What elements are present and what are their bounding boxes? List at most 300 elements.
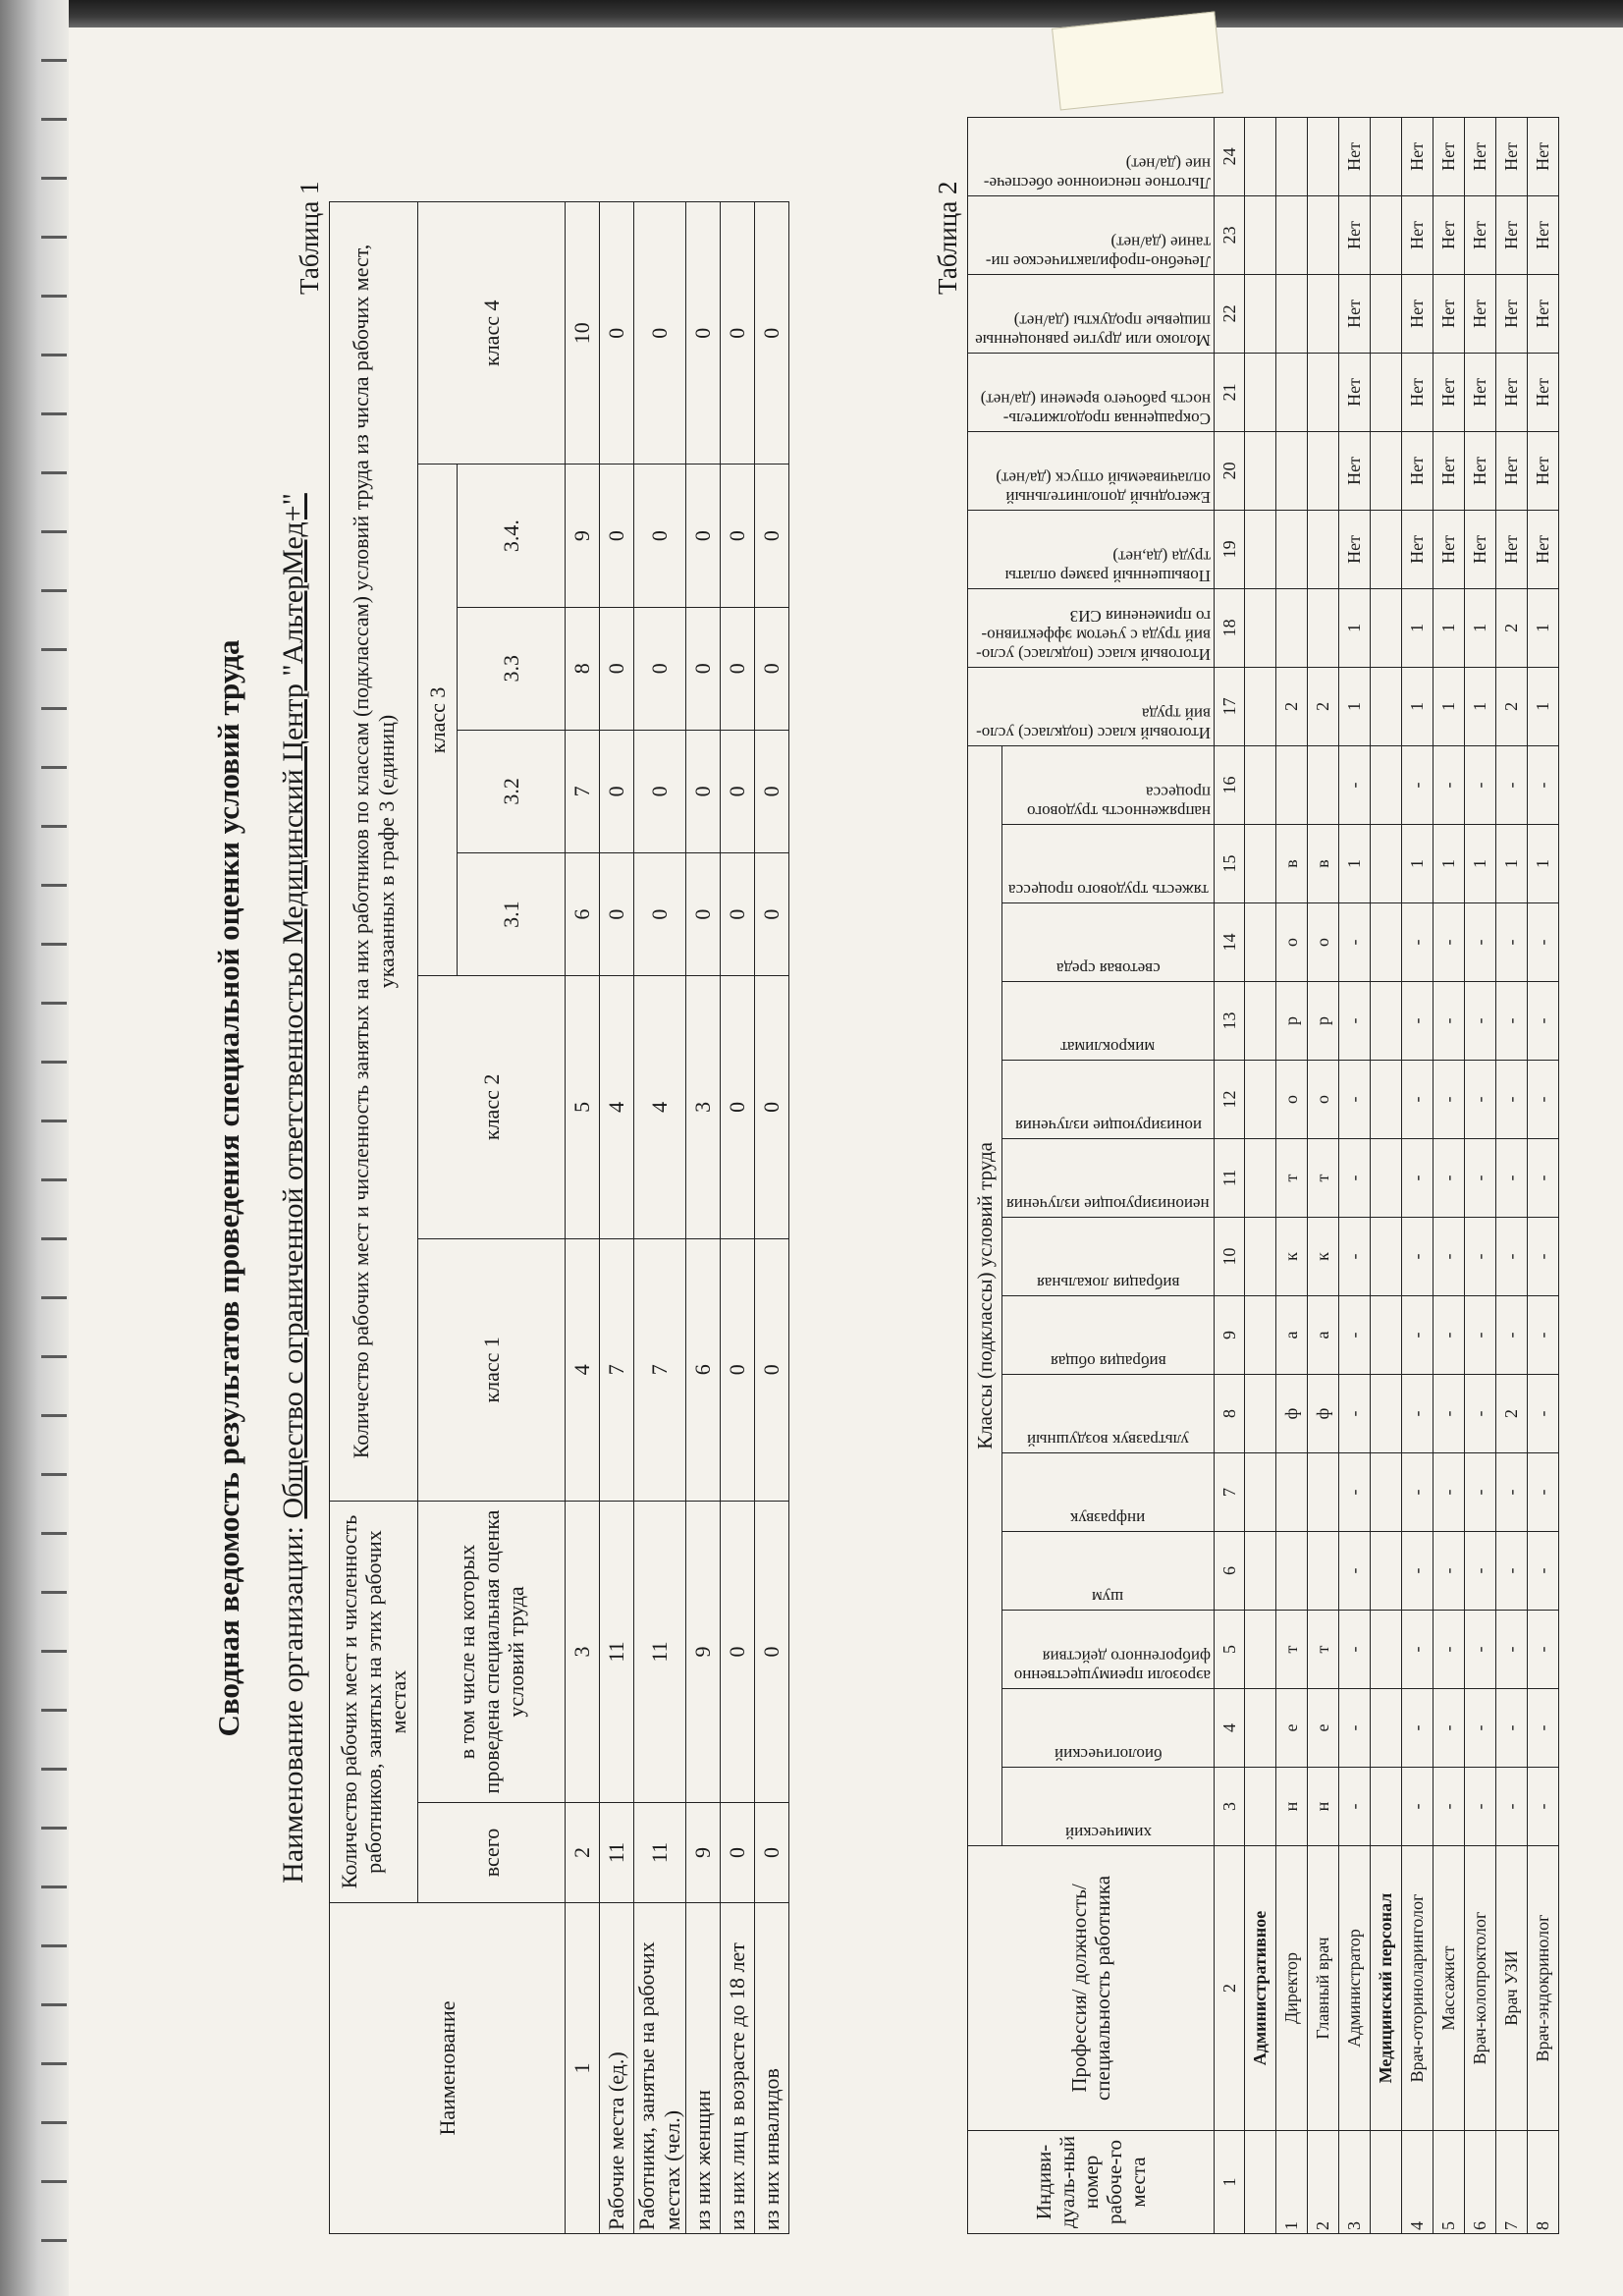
- t1-cell: 0: [600, 202, 634, 465]
- t2-col-num: 5: [1215, 1611, 1245, 1689]
- t2-cell: -: [1496, 1453, 1528, 1532]
- t1-h-class1: класс 1: [418, 1238, 566, 1501]
- t2-col-number-row: [1215, 117, 1245, 2233]
- t2-cell: [1371, 117, 1402, 195]
- t2-cell: -: [1465, 1532, 1496, 1611]
- t2-cell: Нет: [1434, 274, 1465, 353]
- t2-col-num: 7: [1215, 1453, 1245, 1532]
- t2-row: [1402, 117, 1434, 2233]
- t2-row: [1308, 117, 1339, 2233]
- t2-row-id: 6: [1465, 2131, 1496, 2234]
- t2-cell: 1: [1434, 825, 1465, 903]
- t2-cell: Нет: [1496, 117, 1528, 195]
- binding-ring: [41, 1120, 67, 1122]
- org-name: Общество с ограниченной ответственностью Медицинский Центр "АльтерМед+": [277, 493, 309, 1519]
- t1-row: [755, 202, 789, 2234]
- t1-cell: 0: [600, 730, 634, 852]
- t2-cell: [1245, 1453, 1276, 1532]
- binding-ring: [41, 354, 67, 356]
- t2-cell: -: [1496, 1218, 1528, 1296]
- t2-cell: [1371, 1218, 1402, 1296]
- t1-cell: 0: [634, 465, 686, 607]
- t2-cell: 2: [1496, 1375, 1528, 1453]
- t2-cell: -: [1339, 1611, 1371, 1689]
- t1-col-num: 1: [566, 1903, 600, 2234]
- binding-ring: [41, 177, 67, 180]
- t2-cell: [1308, 353, 1339, 431]
- t2-row-id: 4: [1402, 2131, 1434, 2234]
- t2-h-extra: Итоговый класс (подкласс) усло-вий труда: [968, 667, 1215, 745]
- t1-cell: 0: [755, 1238, 789, 1501]
- t2-cell: 1: [1528, 588, 1559, 667]
- t1-h-class4: класс 4: [418, 202, 566, 465]
- t2-cell: -: [1528, 745, 1559, 824]
- binding-ring: [41, 1296, 67, 1299]
- t2-cell: Нет: [1465, 274, 1496, 353]
- t2-cell: Нет: [1402, 274, 1434, 353]
- t2-cell: [1245, 353, 1276, 431]
- t2-cell: -: [1528, 982, 1559, 1061]
- t2-cell: -: [1465, 903, 1496, 982]
- t2-col-num: 1: [1215, 2131, 1245, 2234]
- t1-col-num: 9: [566, 465, 600, 607]
- t2-cell: [1308, 195, 1339, 274]
- t2-cell: [1245, 588, 1276, 667]
- t2-row-name: Главный врач: [1308, 1846, 1339, 2131]
- t1-cell: 4: [600, 976, 634, 1238]
- t2-cell: [1371, 745, 1402, 824]
- table1-label: Таблица 1: [295, 181, 324, 295]
- t1-body: [600, 202, 789, 2234]
- t1-cell: 0: [721, 202, 755, 465]
- binding-ring: [41, 766, 67, 769]
- t2-h-factor: аэрозоли преимущественно фиброгенного действия: [1002, 1611, 1215, 1689]
- t2-row-id: 8: [1528, 2131, 1559, 2234]
- scan-edge: [0, 0, 1623, 27]
- t2-cell: [1245, 982, 1276, 1061]
- t1-cell: 0: [686, 607, 721, 730]
- t1-cell: 0: [721, 1502, 755, 1803]
- t1-row-label: из них женщин: [686, 1903, 721, 2234]
- t1-cell: 0: [755, 1502, 789, 1803]
- t2-cell: -: [1496, 1061, 1528, 1139]
- t1-cell: 0: [721, 1803, 755, 1903]
- t2-cell: -: [1528, 1061, 1559, 1139]
- t2-cell: -: [1465, 1061, 1496, 1139]
- t1-cell: 0: [600, 465, 634, 607]
- binding-ring: [41, 943, 67, 946]
- t1-row: [634, 202, 686, 2234]
- binding-ring: [41, 471, 67, 474]
- t1-col-num: 8: [566, 607, 600, 730]
- t2-h-classes: Классы (подклассы) условий труда: [968, 745, 1002, 1845]
- t2-col-num: 13: [1215, 982, 1245, 1061]
- t2-cell: 1: [1465, 825, 1496, 903]
- t2-cell: -: [1465, 745, 1496, 824]
- t2-cell: [1276, 1532, 1308, 1611]
- t2-cell: Нет: [1402, 117, 1434, 195]
- t2-h-extra: Итоговый класс (подкласс) усло-вий труда с учетом эффективно-го применения СИЗ: [968, 588, 1215, 667]
- t2-col-num: 3: [1215, 1768, 1245, 1846]
- t2-cell: -: [1339, 1768, 1371, 1846]
- t1-cell: 0: [686, 465, 721, 607]
- t2-cell: -: [1528, 1453, 1559, 1532]
- t2-cell: 1: [1434, 588, 1465, 667]
- binding-ring: [41, 1591, 67, 1594]
- t1-cell: 0: [755, 852, 789, 975]
- t2-cell: -: [1434, 903, 1465, 982]
- binding-ring: [41, 1355, 67, 1358]
- org-prefix: Наименование организации:: [277, 1518, 309, 1884]
- t1-cell: 4: [634, 976, 686, 1238]
- t2-col-num: 9: [1215, 1296, 1245, 1375]
- binding-ring: [41, 118, 67, 121]
- t2-row-name: Врач-оториноларинголог: [1402, 1846, 1434, 2131]
- t2-cell: -: [1496, 1611, 1528, 1689]
- t1-cell: 0: [721, 607, 755, 730]
- t2-h-extra: Сокращенная продолжитель-ность рабочего времени (да/нет): [968, 353, 1215, 431]
- t2-cell: Нет: [1496, 510, 1528, 588]
- t2-cell: -: [1434, 1453, 1465, 1532]
- t2-cell: -: [1528, 1218, 1559, 1296]
- t2-h-factor: ультразвук воздушный: [1002, 1375, 1215, 1453]
- t2-cell: Нет: [1402, 510, 1434, 588]
- t2-cell: Нет: [1339, 353, 1371, 431]
- t2-h-factor: световая среда: [1002, 903, 1215, 982]
- t1-cell: 0: [755, 465, 789, 607]
- t2-cell: -: [1339, 1689, 1371, 1768]
- t2-h-factor: вибрация общая: [1002, 1296, 1215, 1375]
- binding-ring: [41, 1473, 67, 1476]
- binding-ring: [41, 530, 67, 533]
- t2-cell: [1371, 667, 1402, 745]
- t1-col-num: 5: [566, 976, 600, 1238]
- t2-h-extra: Повышенный размер оплаты труда (да,нет): [968, 510, 1215, 588]
- t2-cell: [1245, 431, 1276, 510]
- t2-fakt-letter: ф: [1308, 1375, 1339, 1453]
- t2-cell: [1371, 431, 1402, 510]
- t2-fakt-letter: к: [1308, 1218, 1339, 1296]
- t2-group-label: Административное: [1245, 1846, 1276, 2131]
- t1-cell: 7: [600, 1238, 634, 1501]
- t2-cell: Нет: [1528, 510, 1559, 588]
- t2-col-num: 14: [1215, 903, 1245, 982]
- t2-cell: Нет: [1465, 353, 1496, 431]
- t2-row-name: Врач УЗИ: [1496, 1846, 1528, 2131]
- t2-row-id: 5: [1434, 2131, 1465, 2234]
- t2-cell: -: [1465, 1218, 1496, 1296]
- t1-cell: 0: [721, 465, 755, 607]
- t2-cell: 2: [1496, 588, 1528, 667]
- t2-row: [1496, 117, 1528, 2233]
- t2-row: [1339, 117, 1371, 2233]
- t2-group-row: [1245, 117, 1276, 2233]
- t2-cell: -: [1528, 1139, 1559, 1218]
- binding-ring: [41, 2121, 67, 2124]
- t2-cell: [1371, 588, 1402, 667]
- t2-cell: -: [1465, 1611, 1496, 1689]
- t2-cell: [1276, 1453, 1308, 1532]
- t2-cell: -: [1434, 1768, 1465, 1846]
- t2-col-num: 22: [1215, 274, 1245, 353]
- t2-col-num: 8: [1215, 1375, 1245, 1453]
- t2-fakt-letter: в: [1308, 825, 1339, 903]
- binding-ring: [41, 884, 67, 887]
- t2-cell: [1245, 117, 1276, 195]
- t1-h-total: всего: [418, 1803, 566, 1903]
- t2-cell: -: [1465, 982, 1496, 1061]
- t2-cell: Нет: [1528, 274, 1559, 353]
- t2-h-extra: Ежегодный дополнительный оплачиваемый отпуск (да/нет): [968, 431, 1215, 510]
- t2-cell: [1371, 510, 1402, 588]
- t2-cell: [1276, 274, 1308, 353]
- t1-col-num: 4: [566, 1238, 600, 1501]
- t2-row: [1276, 117, 1308, 2233]
- t2-cell: -: [1434, 1139, 1465, 1218]
- binding-ring: [41, 1414, 67, 1417]
- t2-cell: -: [1402, 903, 1434, 982]
- t2-fakt-letter: о: [1276, 1061, 1308, 1139]
- t2-cell: Нет: [1434, 431, 1465, 510]
- t2-col-num: 2: [1215, 1846, 1245, 2131]
- t1-cell: 0: [634, 607, 686, 730]
- t2-cell: Нет: [1339, 274, 1371, 353]
- t2-cell: [1308, 431, 1339, 510]
- t2-cell: -: [1465, 1139, 1496, 1218]
- t1-cell: 11: [634, 1502, 686, 1803]
- t2-cell: 1: [1528, 667, 1559, 745]
- t2-cell: [1245, 1768, 1276, 1846]
- t2-cell: Нет: [1402, 431, 1434, 510]
- t2-cell: -: [1434, 982, 1465, 1061]
- t1-cell: 0: [721, 730, 755, 852]
- t2-row-name: Администратор: [1339, 1846, 1371, 2131]
- t1-h-name: Наименование: [330, 1903, 566, 2234]
- t2-cell: Нет: [1402, 353, 1434, 431]
- t1-cell: 0: [755, 607, 789, 730]
- binding-ring: [41, 1002, 67, 1005]
- t2-cell: -: [1339, 745, 1371, 824]
- binding-ring: [41, 59, 67, 62]
- t2-cell: [1308, 117, 1339, 195]
- t2-cell: -: [1339, 903, 1371, 982]
- t2-col-num: 6: [1215, 1532, 1245, 1611]
- t1-cell: 0: [721, 1238, 755, 1501]
- t2-cell: -: [1465, 1296, 1496, 1375]
- t2-cell: Нет: [1434, 195, 1465, 274]
- t2-fakt-letter: в: [1276, 825, 1308, 903]
- t2-cell: -: [1339, 1375, 1371, 1453]
- t2-cell: 2: [1496, 667, 1528, 745]
- binding-ring: [41, 2062, 67, 2065]
- t2-col-num: 11: [1215, 1139, 1245, 1218]
- t2-row: [1528, 117, 1559, 2233]
- table2-label: Таблица 2: [933, 181, 962, 295]
- t2-fakt-letter: о: [1308, 1061, 1339, 1139]
- t2-cell: 1: [1402, 588, 1434, 667]
- t2-cell: -: [1528, 1768, 1559, 1846]
- t2-cell: 1: [1339, 588, 1371, 667]
- t2-h-extra: Лечебно-профилактическое пи-тание (да/нет): [968, 195, 1215, 274]
- t2-cell: [1308, 510, 1339, 588]
- t2-cell: -: [1434, 1611, 1465, 1689]
- binding-ring: [41, 1237, 67, 1240]
- t1-cell: 11: [634, 1803, 686, 1903]
- t1-h-34: 3.4.: [458, 465, 566, 607]
- t2-h-factor: микроклимат: [1002, 982, 1215, 1061]
- t1-cell: 0: [600, 607, 634, 730]
- t2-fakt-letter: а: [1276, 1296, 1308, 1375]
- t2-h-factor: инфразвук: [1002, 1453, 1215, 1532]
- t1-row-label: Рабочие места (ед.): [600, 1903, 634, 2234]
- t2-cell: 1: [1339, 667, 1371, 745]
- t1-row: [600, 202, 634, 2234]
- document-title: Сводная ведомость результатов проведения специальной оценки условий труда: [211, 639, 245, 1737]
- t2-col-num: 19: [1215, 510, 1245, 588]
- t2-cell: 1: [1434, 667, 1465, 745]
- t2-h-extra: Молоко или другие равноценные пищевые продукты (да/нет): [968, 274, 1215, 353]
- t2-cell: [1245, 1218, 1276, 1296]
- t2-cell: -: [1402, 1218, 1434, 1296]
- t1-cell: 11: [600, 1502, 634, 1803]
- t2-h-prof: Профессия/ должность/ специальность работника: [968, 1846, 1215, 2131]
- t1-cell: 0: [686, 202, 721, 465]
- t2-fakt-letter: т: [1276, 1139, 1308, 1218]
- t2-fakt-letter: о: [1276, 903, 1308, 982]
- t2-cell: [1245, 510, 1276, 588]
- t2-row-id: 7: [1496, 2131, 1528, 2234]
- t2-row-name: Врач-эндокринолог: [1528, 1846, 1559, 2131]
- t1-cell: 0: [634, 202, 686, 465]
- t2-h-factor: химический: [1002, 1768, 1215, 1846]
- t2-cell: [1371, 274, 1402, 353]
- t2-h-factor: шум: [1002, 1532, 1215, 1611]
- t1-col-num: 2: [566, 1803, 600, 1903]
- t2-h-extra: Льготное пенсионное обеспече-ние (да/нет): [968, 117, 1215, 195]
- t2-cell: -: [1339, 1218, 1371, 1296]
- t1-cell: 0: [686, 730, 721, 852]
- t1-h-class3: класс 3: [418, 465, 458, 976]
- binding-ring: [41, 648, 67, 651]
- t2-cell: -: [1402, 1375, 1434, 1453]
- t2-cell: -: [1402, 1532, 1434, 1611]
- binding-ring: [41, 1532, 67, 1535]
- t2-cell: -: [1434, 1061, 1465, 1139]
- t1-col-number-row: [566, 202, 600, 2234]
- t2-cell: Нет: [1528, 353, 1559, 431]
- t2-cell: [1245, 195, 1276, 274]
- t2-cell: -: [1465, 1689, 1496, 1768]
- t2-fakt-letter: н: [1276, 1768, 1308, 1846]
- t2-fakt-letter: н: [1308, 1768, 1339, 1846]
- t2-cell: -: [1496, 1768, 1528, 1846]
- t2-cell: Нет: [1528, 195, 1559, 274]
- t2-row-name: Директор: [1276, 1846, 1308, 2131]
- t2-cell: -: [1434, 1689, 1465, 1768]
- t2-cell: 1: [1402, 825, 1434, 903]
- t1-col-num: 3: [566, 1502, 600, 1803]
- t2-cell: 1: [1465, 588, 1496, 667]
- t1-h-32: 3.2: [458, 730, 566, 852]
- t2-fakt-letter: е: [1276, 1689, 1308, 1768]
- t2-fakt-letter: р: [1276, 982, 1308, 1061]
- binding-ring: [41, 1178, 67, 1181]
- t1-h-count: Количество рабочих мест и численность работников, занятых на этих рабочих местах: [330, 1502, 418, 1903]
- binding-ring: [41, 1061, 67, 1064]
- t2-cell: [1371, 1375, 1402, 1453]
- t2-col-num: 4: [1215, 1689, 1245, 1768]
- binding-ring: [41, 707, 67, 710]
- binding-ring: [41, 1886, 67, 1888]
- t1-h-classes: Количество рабочих мест и численность занятых на них работников по классам (подклассам) условий труда из числа рабочих мест, указанных в графе 3 (единиц): [330, 202, 418, 1502]
- t2-cell: [1245, 274, 1276, 353]
- binding-ring: [41, 1827, 67, 1830]
- t2-cell: -: [1434, 1296, 1465, 1375]
- t2-cell: -: [1402, 1689, 1434, 1768]
- t2-cell: Нет: [1465, 195, 1496, 274]
- t2-cell: [1371, 1061, 1402, 1139]
- t2-cell: 1: [1528, 825, 1559, 903]
- t2-cell: -: [1339, 1532, 1371, 1611]
- t2-col-num: 10: [1215, 1218, 1245, 1296]
- t2-cell: -: [1434, 1218, 1465, 1296]
- t2-cell: [1371, 825, 1402, 903]
- t2-h-num: Индиви-дуаль-ный номер рабоче-го места: [968, 2131, 1215, 2234]
- t2-cell: 1: [1465, 667, 1496, 745]
- t2-cell: Нет: [1496, 274, 1528, 353]
- t2-cell: [1371, 982, 1402, 1061]
- t2-cell: [1371, 1532, 1402, 1611]
- t1-cell: 0: [686, 852, 721, 975]
- t2-body: [1245, 117, 1559, 2233]
- t2-fakt-letter: а: [1308, 1296, 1339, 1375]
- t1-col-num: 6: [566, 852, 600, 975]
- t1-cell: 7: [634, 1238, 686, 1501]
- t2-cell: [1371, 1139, 1402, 1218]
- t2-col-num: 20: [1215, 431, 1245, 510]
- t2-cell: [1371, 903, 1402, 982]
- t2-cell: -: [1496, 1139, 1528, 1218]
- t2-cell: -: [1496, 982, 1528, 1061]
- t2-cell: [1276, 510, 1308, 588]
- t2-fakt-letter: т: [1308, 1139, 1339, 1218]
- t1-cell: 0: [755, 202, 789, 465]
- t2-cell: -: [1339, 1139, 1371, 1218]
- t2-cell: Нет: [1496, 195, 1528, 274]
- t2-cell: [1308, 274, 1339, 353]
- t2-cell: -: [1528, 1689, 1559, 1768]
- t2-cell: [1245, 1689, 1276, 1768]
- t2-cell: 1: [1402, 667, 1434, 745]
- binding-ring: [41, 2003, 67, 2006]
- t2-col-num: 12: [1215, 1061, 1245, 1139]
- t2-final-class: 2: [1308, 667, 1339, 745]
- t2-cell: -: [1496, 745, 1528, 824]
- t2-cell: [1245, 667, 1276, 745]
- t2-cell: -: [1528, 1532, 1559, 1611]
- t1-row-label: из них инвалидов: [755, 1903, 789, 2234]
- t2-cell: Нет: [1496, 431, 1528, 510]
- t2-col-num: 24: [1215, 117, 1245, 195]
- t2-cell: [1245, 745, 1276, 824]
- t2-fakt-letter: к: [1276, 1218, 1308, 1296]
- binding-ring: [41, 2239, 67, 2242]
- t2-col-num: 17: [1215, 667, 1245, 745]
- t2-cell: Нет: [1339, 117, 1371, 195]
- t2-cell: -: [1434, 1532, 1465, 1611]
- t1-cell: 0: [721, 852, 755, 975]
- t2-cell: -: [1528, 1296, 1559, 1375]
